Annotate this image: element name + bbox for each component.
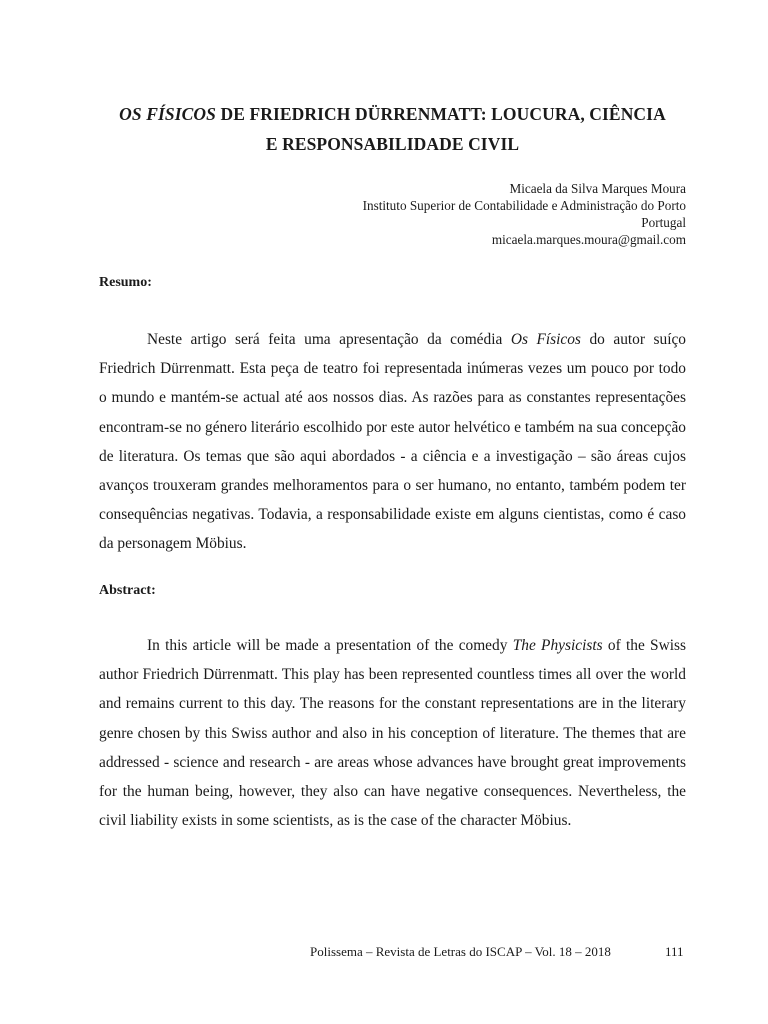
author-institution: Instituto Superior de Contabilidade e Administração do Porto (362, 198, 686, 213)
resumo-text-after: do autor suíço Friedrich Dürrenmatt. Esta peça de teatro foi representada inúmeras vezes um pouco por todo o mundo e mantém-se actual até aos nossos dias. As razões para as constantes representações encontram-se no género literário escolhido por este autor helvético e também na sua concepção de literatura. Os temas que são aqui abordados - a ciência e a investigação – são áreas cujos avanços trouxeram grandes melhoramentos para o ser humano, no entanto, também podem ter consequências negativas. Todavia, a responsabilidade existe em alguns cientistas, como é caso da personagem Möbius. (99, 331, 686, 553)
resumo-paragraph (99, 325, 686, 559)
author-country: Portugal (641, 215, 686, 230)
article-title (99, 99, 686, 159)
resumo-heading: Resumo: (99, 275, 152, 290)
title-line-1 (99, 99, 686, 129)
title-line-2: E RESPONSABILIDADE CIVIL (265, 134, 520, 154)
author-email: micaela.marques.moura@gmail.com (491, 232, 686, 247)
footer-journal: Polissema – Revista de Letras do ISCAP – Vol. 18 – 2018 (310, 944, 611, 959)
abstract-paragraph (99, 631, 686, 835)
abstract-text-after: of the Swiss author Friedrich Dürrenmatt. This play has been represented countless times all over the world and remains current to this day. The reasons for the constant representations are in the literary genre chosen by this Swiss author and also in his conception of literature. The themes that are addressed - science and research - are areas whose advances have brought great improvements for the human being, however, they also can have negative consequences. Nevertheless, the civil liability exists in some scientists, as is the case of the character Möbius. (99, 637, 686, 830)
author-name: Micaela da Silva Marques Moura (509, 181, 686, 196)
resumo-text-before: Neste artigo será feita uma apresentação da comédia (147, 331, 511, 348)
abstract-text-before: In this article will be made a presentation of the comedy (147, 637, 513, 654)
page-number: 111 (665, 944, 684, 959)
title-italic-part: OS FÍSICOS (119, 104, 216, 124)
resumo-italic-title: Os Físicos (510, 331, 581, 348)
abstract-heading: Abstract: (99, 583, 156, 598)
title-rest-line-1: DE FRIEDRICH DÜRRENMATT: LOUCURA, CIÊNCIA (216, 104, 666, 124)
author-block (363, 180, 686, 248)
abstract-italic-title: The Physicists (512, 637, 603, 654)
